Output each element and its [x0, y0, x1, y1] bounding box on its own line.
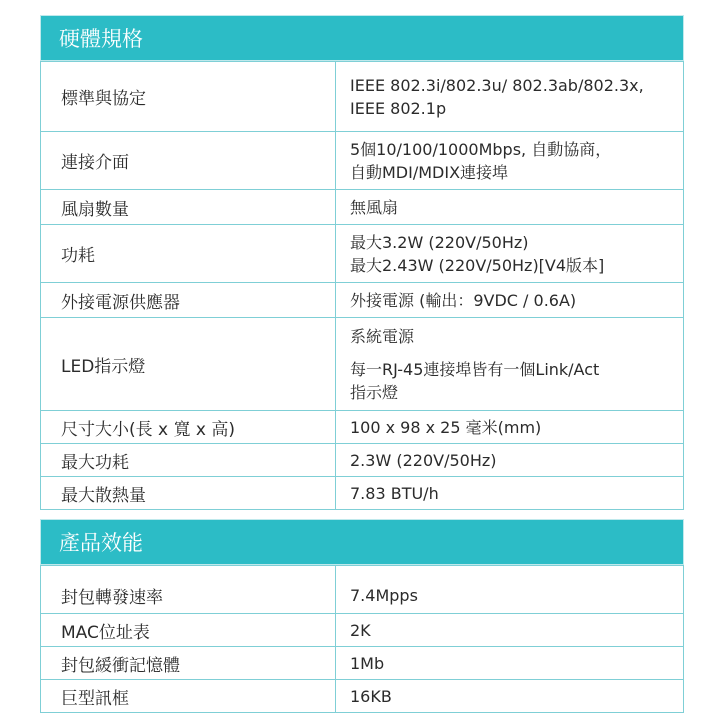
- table-row: [41, 566, 684, 614]
- hardware-spec-section: [40, 15, 684, 510]
- table-row: [41, 477, 684, 510]
- spec-value: [336, 318, 684, 411]
- spec-label: 最大散熱量: [41, 477, 336, 510]
- table-row: [41, 614, 684, 647]
- spec-value: [336, 190, 684, 225]
- spec-value-line: 指示燈: [350, 382, 399, 402]
- spec-value-line: 1Mb: [350, 653, 385, 673]
- spec-label: 最大功耗: [41, 444, 336, 477]
- table-row: [41, 132, 684, 190]
- spec-label: 封包緩衝記憶體: [41, 647, 336, 680]
- hardware-spec-header: 硬體規格: [40, 15, 684, 61]
- spec-value-line: 最大3.2W (220V/50Hz): [350, 232, 529, 252]
- table-row: [41, 190, 684, 225]
- spec-value: [336, 647, 684, 680]
- spec-value-line: IEEE 802.3i/802.3u/ 802.3ab/802.3x,: [350, 75, 644, 95]
- spec-value-line: 系統電源: [350, 326, 415, 346]
- spec-value-line: 7.83 BTU/h: [350, 483, 439, 503]
- spec-value-line: 7.4Mpps: [350, 586, 418, 605]
- table-row: [41, 318, 684, 411]
- performance-section: [40, 519, 684, 713]
- spec-label: 巨型訊框: [41, 680, 336, 713]
- spec-value: [336, 566, 684, 614]
- spec-label: 尺寸大小(長 x 寬 x 高): [41, 411, 336, 444]
- spec-value-line: 5個10/100/1000Mbps, 自動協商，: [350, 139, 612, 159]
- spec-value-line: 外接電源 (輸出：9VDC / 0.6A): [350, 290, 577, 310]
- spec-value: [336, 680, 684, 713]
- spec-value-line: 每一RJ-45連接埠皆有一個Link/Act: [350, 359, 600, 379]
- spec-value-line: 無風扇: [350, 197, 399, 217]
- spec-value: [336, 132, 684, 190]
- table-row: [41, 680, 684, 713]
- spec-value: [336, 444, 684, 477]
- spec-label: 風扇數量: [41, 190, 336, 225]
- spec-value: [336, 62, 684, 132]
- spec-label: 封包轉發速率: [41, 566, 336, 614]
- spec-value-line: 100 x 98 x 25 毫米(mm): [350, 417, 542, 437]
- spec-label: 標準與協定: [41, 62, 336, 132]
- spec-value-line: 2K: [350, 620, 371, 640]
- spec-label: 功耗: [41, 225, 336, 283]
- table-row: [41, 225, 684, 283]
- spec-value-line: 16KB: [350, 686, 392, 706]
- spec-label: LED指示燈: [41, 318, 336, 411]
- spec-value-line: 2.3W (220V/50Hz): [350, 450, 497, 470]
- performance-table: [40, 565, 684, 713]
- spec-value: [336, 225, 684, 283]
- spec-label: 連接介面: [41, 132, 336, 190]
- hardware-spec-table: [40, 61, 684, 510]
- spec-value: [336, 411, 684, 444]
- table-row: [41, 283, 684, 318]
- table-row: [41, 647, 684, 680]
- spec-label: 外接電源供應器: [41, 283, 336, 318]
- spec-value-line: 最大2.43W (220V/50Hz)[V4版本]: [350, 255, 605, 275]
- table-row: [41, 411, 684, 444]
- table-row: [41, 62, 684, 132]
- spec-value-line: IEEE 802.1p: [350, 98, 447, 118]
- performance-header: 產品效能: [40, 519, 684, 565]
- spec-value: [336, 614, 684, 647]
- spec-label: MAC位址表: [41, 614, 336, 647]
- spec-value: [336, 283, 684, 318]
- spec-value-line: 自動MDI/MDIX連接埠: [350, 162, 509, 182]
- spec-value: [336, 477, 684, 510]
- table-row: [41, 444, 684, 477]
